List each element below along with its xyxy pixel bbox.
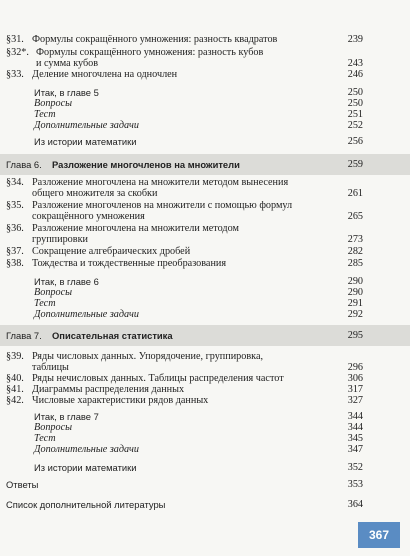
toc-entry-section-31[interactable] [0,33,410,47]
page-ref: 344 [347,422,363,433]
chapter-title: Описательная статистика [52,330,173,341]
section-title-cont: общего множителя за скобки [32,188,158,199]
page-ref: 285 [347,258,363,269]
page-ref: 317 [347,384,363,395]
page-ref: 265 [347,211,363,222]
page-ref: 306 [347,373,363,384]
section-number: §32*. [6,47,29,58]
toc-entry-ch5-history[interactable] [0,135,410,149]
page-ref: 295 [347,330,363,341]
page-ref: 345 [347,433,363,444]
page-ref: 352 [347,462,363,473]
page-number-badge: 367 [358,522,400,548]
section-number: §34. [6,177,24,188]
page-ref: 273 [347,234,363,245]
section-number: §42. [6,395,24,406]
section-title: Формулы сокращённого умножения: разность квадратов [32,34,278,45]
page-ref: 327 [347,395,363,406]
section-title: Числовые характеристики рядов данных [32,395,209,406]
questions-label: Вопросы [34,98,73,109]
page-ref: 261 [347,188,363,199]
toc-entry-section-42[interactable] [0,394,410,408]
chapter-label: Глава 6. [6,159,42,170]
extra-tasks-label: Дополнительные задачи [34,444,139,455]
page-ref: 282 [347,246,363,257]
test-label: Тест [34,433,56,444]
section-title: Разложение многочленов на множители с помощью формул [32,200,293,211]
page-ref: 251 [347,109,363,120]
section-title-cont: и сумма кубов [36,58,99,69]
test-label: Тест [34,109,56,120]
extra-tasks-label: Дополнительные задачи [34,120,139,131]
toc-entry-chapter-6[interactable] [0,158,410,172]
section-number: §41. [6,384,24,395]
section-number: §31. [6,34,24,45]
section-number: §36. [6,223,24,234]
section-title: Разложение многочлена на множители методом [32,223,239,234]
section-number: §39. [6,351,24,362]
history-label: Из истории математики [34,136,137,147]
page-ref: 250 [347,87,363,98]
page-ref: 243 [347,58,363,69]
section-title-cont: сокращённого умножения [32,211,145,222]
page-ref: 364 [347,499,363,510]
section-title: Тождества и тождественные преобразования [32,258,227,269]
page-ref: 290 [347,287,363,298]
page-ref: 252 [347,120,363,131]
section-title-cont: таблицы [32,362,69,373]
answers-label: Ответы [6,479,39,490]
page-ref: 259 [347,159,363,170]
section-title: Формулы сокращённого умножения: разность кубов [36,47,264,58]
section-number: §33. [6,69,24,80]
page-ref: 292 [347,309,363,320]
history-label: Из истории математики [34,462,137,473]
toc-entry-chapter-7[interactable] [0,329,410,343]
summary-label: Итак, в главе 7 [34,411,99,422]
section-number: §35. [6,200,24,211]
page-ref: 256 [347,136,363,147]
toc-entry-ch7-extra[interactable] [0,443,410,457]
section-title: Разложение многочлена на множители методом вынесения [32,177,289,188]
section-title: Сокращение алгебраических дробей [32,246,191,257]
page-ref: 344 [347,411,363,422]
summary-label: Итак, в главе 6 [34,276,99,287]
section-title: Ряды числовых данных. Упорядочение, группировка, [32,351,264,362]
section-title: Деление многочлена на одночлен [32,69,178,80]
page-ref: 250 [347,98,363,109]
toc-entry-literature[interactable] [0,498,410,512]
questions-label: Вопросы [34,287,73,298]
section-number: §40. [6,373,24,384]
literature-label: Список дополнительной литературы [6,499,166,510]
page-ref: 239 [347,34,363,45]
toc-entry-ch6-extra[interactable] [0,308,410,322]
chapter-title: Разложение многочленов на множители [52,159,240,170]
section-title: Ряды нечисловых данных. Таблицы распределения частот [32,373,284,384]
toc-entry-answers[interactable] [0,478,410,492]
page-ref: 291 [347,298,363,309]
toc-entry-ch7-history[interactable] [0,461,410,475]
summary-label: Итак, в главе 5 [34,87,99,98]
page-ref: 347 [347,444,363,455]
section-title-cont: группировки [32,234,88,245]
extra-tasks-label: Дополнительные задачи [34,309,139,320]
page-ref: 290 [347,276,363,287]
toc-entry-section-38[interactable] [0,257,410,271]
section-title: Диаграммы распределения данных [32,384,185,395]
chapter-label: Глава 7. [6,330,42,341]
page-ref: 353 [347,479,363,490]
test-label: Тест [34,298,56,309]
section-number: §37. [6,246,24,257]
page-ref: 246 [347,69,363,80]
toc-entry-ch5-extra[interactable] [0,119,410,133]
questions-label: Вопросы [34,422,73,433]
section-number: §38. [6,258,24,269]
page-ref: 296 [347,362,363,373]
toc-entry-section-33[interactable] [0,68,410,82]
